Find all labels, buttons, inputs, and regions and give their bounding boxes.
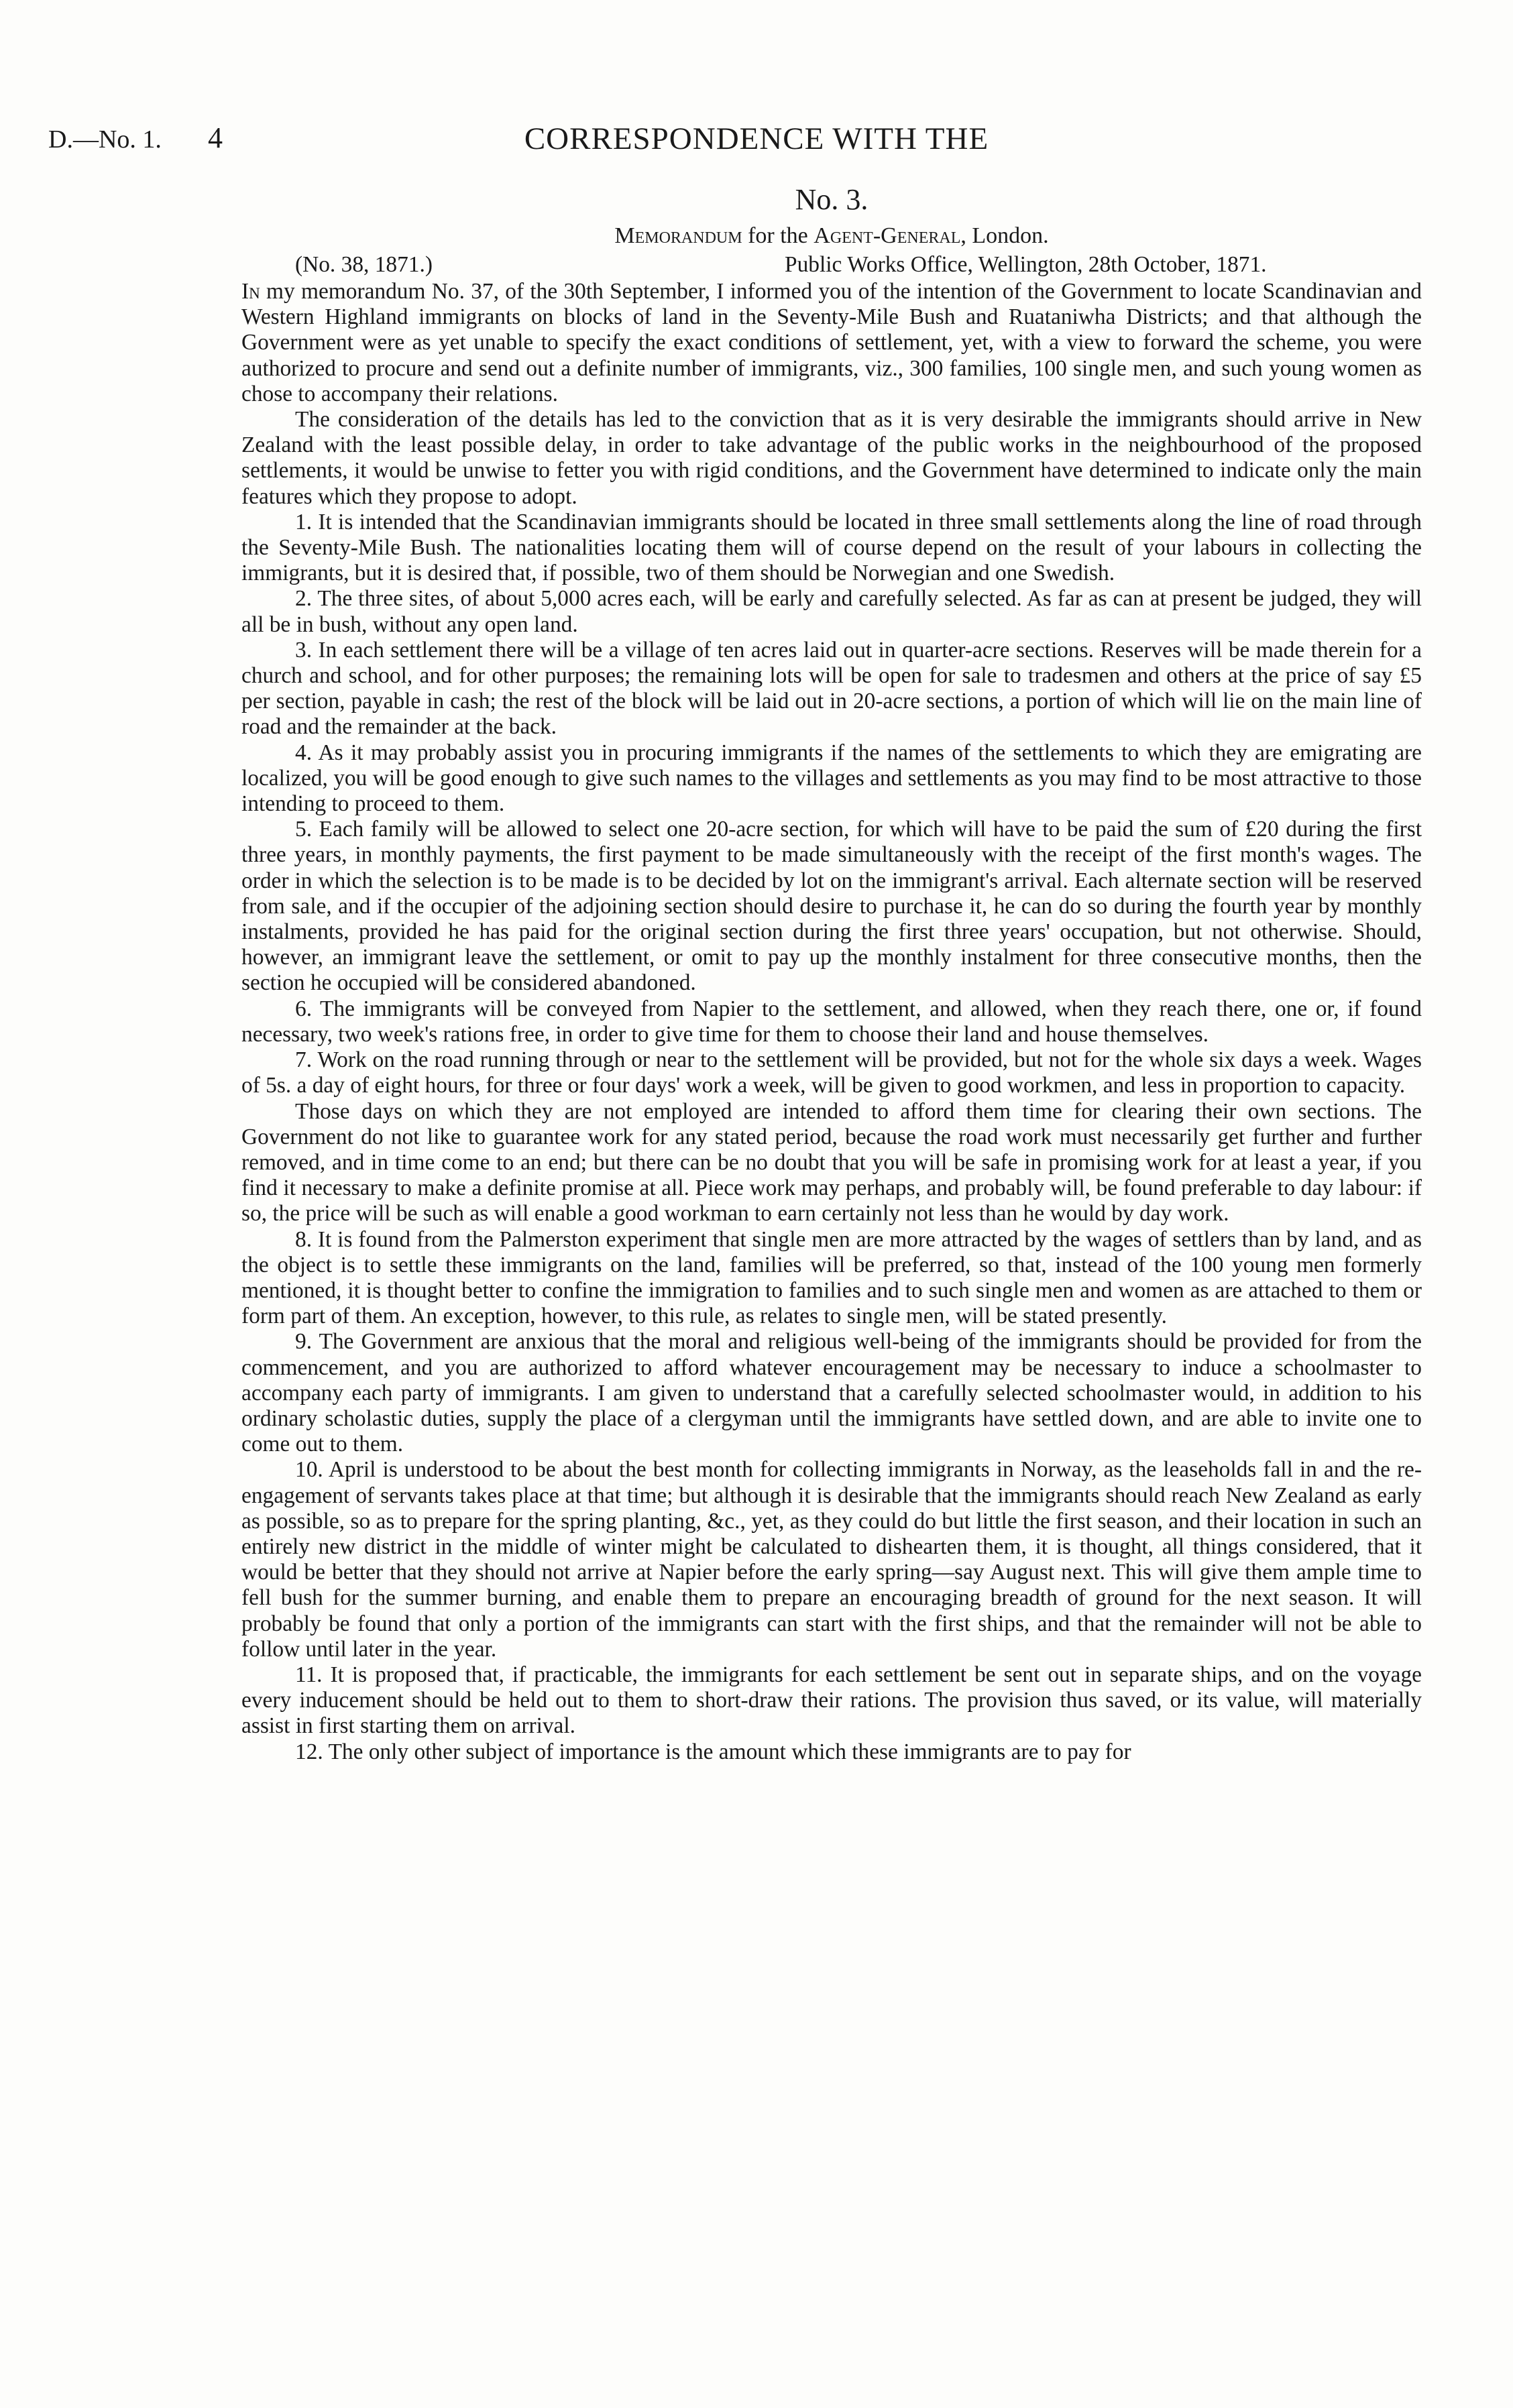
intro-text: my memorandum No. 37, of the 30th September, I informed you of the intention of the Government to locate Scandinavian and Western Highland immigrants on blocks of land in the Seventy-Mile Bush and Ruataniwha Districts; and that although the Government were as yet unable to specify the exact conditions of settlement, yet, with a view to forward the scheme, you were authorized to procure and send out a definite number of immigrants, viz., 300 families, 100 single men, and such young women as chose to accompany their relations.	[241, 279, 1422, 406]
memo-for: for the	[748, 223, 808, 248]
paragraph: 7. Work on the road running through or near to the settlement will be provided, but not for the whole six days a week. Wages of 5s. a day of eight hours, for three or four days' work a week, will be given to good workmen, and less in proportion to capacity.	[241, 1047, 1422, 1098]
intro-paragraph	[241, 279, 1422, 407]
paragraph: 11. It is proposed that, if practicable, the immigrants for each settlement be sent out in separate ships, and on the voyage every inducement should be held out to them to short-draw their rations. The provision thus saved, or its value, will materially assist in first starting them on arrival.	[241, 1662, 1422, 1739]
paragraph: 2. The three sites, of about 5,000 acres each, will be early and carefully selected. As far as can at present be judged, they will all be in bush, without any open land.	[241, 586, 1422, 637]
reference-line	[241, 252, 1422, 279]
memo-place: , London.	[960, 223, 1049, 248]
paragraph: 1. It is intended that the Scandinavian immigrants should be located in three small settlements along the line of road through the Seventy-Mile Bush. The nationalities locating them will of course depend on the result of your labours in collecting the immigrants, but it is desired that, if possible, two of them should be Norwegian and one Swedish.	[241, 509, 1422, 586]
place-and-date: Public Works Office, Wellington, 28th October, 1871.	[785, 252, 1267, 277]
paragraph: 6. The immigrants will be conveyed from Napier to the settlement, and allowed, when they reach there, one or, if found necessary, two week's rations free, in order to give time for them to choose their land and house themselves.	[241, 996, 1422, 1047]
paragraph: The consideration of the details has led to the conviction that as it is very desirable the immigrants should arrive in New Zealand with the least possible delay, in order to take advantage of the public works in the neighbourhood of the proposed settlements, it would be unwise to fetter you with rigid conditions, and the Government have determined to indicate only the main features which they propose to adopt.	[241, 407, 1422, 509]
document-body	[241, 181, 1422, 1765]
paragraph: 9. The Government are anxious that the moral and religious well-being of the immigrants should be provided for from the commencement, and you are authorized to afford whatever encouragement may be necessary to induce a schoolmaster to accompany each party of immigrants. I am given to understand that a carefully selected schoolmaster would, in addition to his ordinary scholastic duties, supply the place of a clergyman until the immigrants have settled down, and are able to invite one to come out to them.	[241, 1329, 1422, 1457]
document-reference: D.—No. 1.	[48, 125, 162, 154]
paragraph: 5. Each family will be allowed to select one 20-acre section, for which will have to be paid the sum of £20 during the first three years, in monthly payments, the first payment to be made simultaneously with the receipt of the first month's wages. The order in which the selection is to be made is to be decided by lot on the immigrant's arrival. Each alternate section will be reserved from sale, and if the occupier of the adjoining section should desire to purchase it, he can do so during the fourth year by monthly instalments, provided he has paid for the original section during the first three years' occupation, but not otherwise. Should, however, an immigrant leave the settlement, or omit to pay up the monthly instalment for three consecutive months, then the section he occupied will be considered abandoned.	[241, 817, 1422, 996]
intro-lead-word: In	[241, 279, 260, 304]
running-header	[0, 121, 1513, 161]
page-number: 4	[208, 121, 223, 154]
paragraph: 10. April is understood to be about the best month for collecting immigrants in Norway, as the leaseholds fall in and the re-engagement of servants takes place at that time; but although it is desirable that the immigrants should reach New Zealand as early as possible, so as to prepare for the spring planting, &c., yet, as they could do but little the first season, and their location in such an entirely new district in the middle of winter might be calculated to dishearten them, it is thought, all things considered, that it would be better that they should not arrive at Napier before the early spring—say August next. This will give them ample time to fell bush for the summer burning, and enable them to prepare an encouraging breadth of ground for the next season. It will probably be found that only a portion of the immigrants can start with the first ships, and that the remainder will not be able to follow until later in the year.	[241, 1457, 1422, 1662]
paragraph: 8. It is found from the Palmerston experiment that single men are more attracted by the wages of settlers than by land, and as the object is to settle these immigrants on the land, families will be preferred, so that, instead of the 100 young men formerly mentioned, it is thought better to confine the immigration to families and to such single men and women as are attached to them or form part of them. An exception, however, to this rule, as relates to single men, will be stated presently.	[241, 1226, 1422, 1329]
paragraph: 4. As it may probably assist you in procuring immigrants if the names of the settlements to which they are emigrating are localized, you will be good enough to give such names to the villages and settlements as you may find to be most attractive to those intending to proceed to them.	[241, 740, 1422, 817]
paragraph: 12. The only other subject of importance is the amount which these immigrants are to pay for	[295, 1739, 1131, 1764]
paragraph: 3. In each settlement there will be a village of ten acres laid out in quarter-acre sections. Reserves will be made therein for a church and school, and for other purposes; the remaining lots will be open for sale to tradesmen and others at the price of say £5 per section, payable in cash; the rest of the block will be laid out in 20-acre sections, a portion of which will lie on the main line of road and the remainder at the back.	[241, 637, 1422, 740]
paragraph: Those days on which they are not employed are intended to afford them time for clearing their own sections. The Government do not like to guarantee work for any stated period, because the road work must necessarily get further and further removed, and in time come to an end; but there can be no doubt that you will be safe in promising work for at least a year, if you find it necessary to make a definite promise at all. Piece work may perhaps, and probably will, be found preferable to day labour: if so, the price will be such as will enable a good workman to earn certainly not less than he would by day work.	[241, 1098, 1422, 1226]
running-title: CORRESPONDENCE WITH THE	[524, 121, 989, 156]
reference-number: (No. 38, 1871.)	[295, 252, 433, 277]
memo-recipient: Agent-General	[814, 223, 961, 248]
memo-word: Memorandum	[614, 223, 742, 248]
document-number: No. 3.	[795, 183, 868, 216]
memo-heading	[241, 221, 1422, 251]
